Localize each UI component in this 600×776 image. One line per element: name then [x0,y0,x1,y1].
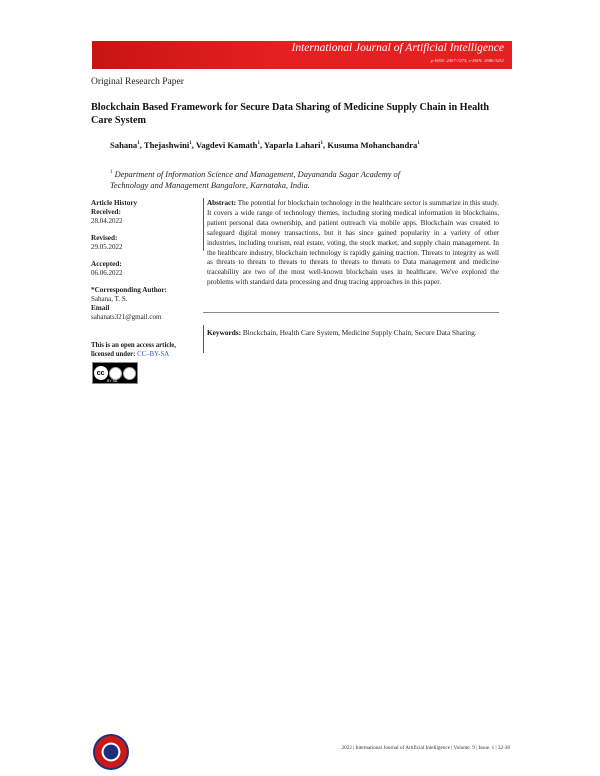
author-list: Sahana$^1$, Thejashwini$^1$, Vagdevi Kamath$^1$, Yaparla Lahari$^1$, Kusuma Mohanchandra$^1$ [110,140,420,150]
author-name: Yaparla Lahari [263,140,321,150]
journal-name: International Journal of Artificial Intelligence [291,42,504,54]
accepted-date: 06.06.2022 [91,269,123,277]
abstract-divider [203,312,499,313]
corresponding-label: *Corresponding Author: [91,286,167,294]
revised-label: Revised: [91,234,118,242]
cc-icon: cc [94,366,108,380]
abstract-text: The potential for blockchain technology in the healthcare sector is summarize in this study. It covers a wide range of technology themes, including storing medical information in blockchains, patient personal data ownership, and patient outreach via mobile apps. Blockchain was created to safeguard digital money transactions, but it has since gained popularity in a variety of other industries, including tourism, real estate, voting, the stock market, and supply chain management. In the healthcare industry, blockchain technology is rapidly gaining traction. Threats to integrity as well as threats to threats to threats to threats to threats to threats to Data management and medicine traceability are two of the most well-known blockchain uses in healthcare. We've explored the problems with standard data processing and drug tracing approaches in this paper. [207,199,499,287]
author-affil-mark: 1 [257,141,260,147]
open-access-line2: licensed under: [91,351,136,358]
author-affil-mark: 1 [137,141,140,147]
author-name: Thejashwini [143,140,190,150]
abstract [207,199,499,288]
revised-date: 29.05.2022 [91,243,123,251]
author-affil-mark: 1 [417,141,420,147]
corresponding-name: Sahana, T. S. [91,295,128,303]
received-label: Received: [91,208,121,216]
author-name: Sahana [110,140,138,150]
paper-title: Blockchain Based Framework for Secure Data Sharing of Medicine Supply Chain in Health Care System [91,102,490,126]
paper-type: Original Research Paper [91,77,184,87]
received-date: 28.04.2022 [91,217,123,225]
journal-issn: p-ISSN: 2407-7275, e-ISSN: 2686-3251 [430,58,504,63]
university-seal-logo [93,734,129,770]
keywords-border [203,325,204,353]
author-name: Vagdevi Kamath [195,140,258,150]
journal-banner [92,41,512,69]
accepted-label: Accepted: [91,260,122,268]
author-affil-mark: 1 [189,141,192,147]
cc-badge-label: BY SA [107,379,118,383]
email-label: Email [91,304,110,312]
by-icon [109,367,122,380]
email-link[interactable]: sahanats321@gmail.com [91,313,162,321]
keywords [207,328,499,339]
keywords-text: Blockchain, Health Care System, Medicine Supply Chain, Secure Data Sharing. [242,328,477,337]
affiliation-mark: 1 [110,170,113,175]
cc-license-badge[interactable] [92,362,138,384]
abstract-label: Abstract: [207,199,236,207]
author-affil-mark: 1 [320,141,324,147]
author-name: Kusuma Mohanchandra [327,140,418,150]
sa-icon [123,367,136,380]
affiliation [110,167,410,192]
open-access-line1: This is an open access article, [91,342,176,349]
license-link[interactable]: CC–BY-SA [137,351,170,358]
article-history [91,199,189,322]
affiliation-text: Department of Information Science and Management, Dayananda Sagar Academy of Technology and Management Bangalore, Karnataka, India. [110,169,401,191]
keywords-label: Keywords: [207,328,242,337]
history-heading: Article History [91,199,138,207]
footer-citation: 2022 | International Journal of Artificial Intelligence | Volume. 9 | Issue. 1 | 32-38 [341,745,510,751]
open-access-note [91,341,201,359]
